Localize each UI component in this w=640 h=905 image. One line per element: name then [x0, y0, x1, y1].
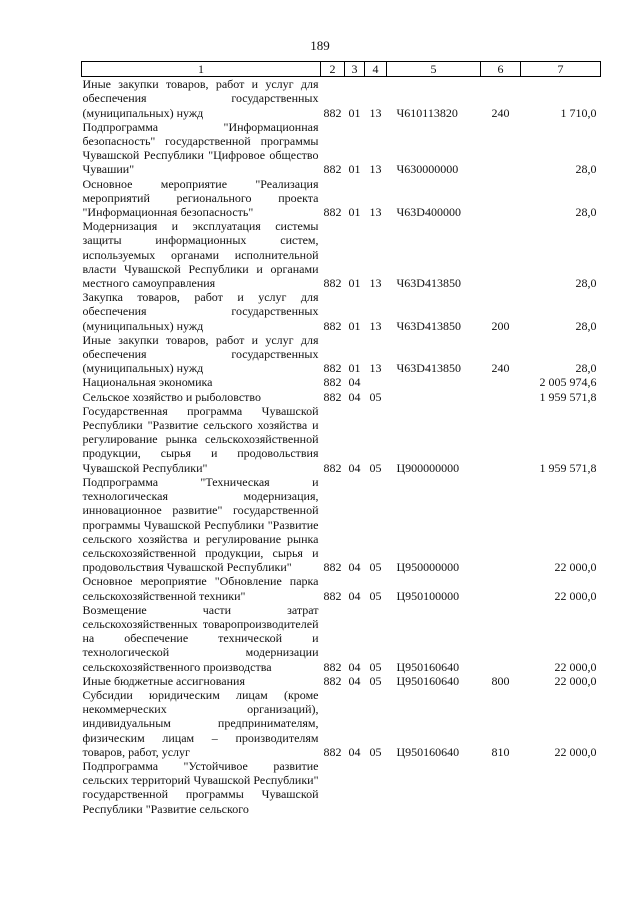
header-cell: 4 — [365, 62, 387, 77]
admin-code — [321, 759, 345, 816]
section-code: 01 — [348, 361, 361, 376]
expense-type-code — [481, 177, 521, 220]
expense-type-code: 200 — [491, 318, 510, 333]
admin-code: 882 — [323, 375, 342, 390]
target-article-code: Ч630000000 — [396, 162, 459, 177]
row-name: Модернизация и эксплуатация системы защиты информационных систем, используемых органами исполнительной власти Чувашской Республики и органами местного самоуправления — [82, 219, 319, 291]
amount: 28,0 — [575, 318, 597, 333]
table-row — [82, 120, 601, 177]
table-row — [82, 219, 601, 290]
amount — [521, 759, 601, 816]
table-row — [82, 290, 601, 333]
admin-code: 882 — [323, 744, 342, 759]
table-row — [82, 574, 601, 602]
subsection-code: 05 — [369, 744, 382, 759]
subsection-code: 13 — [369, 105, 382, 120]
target-article-code — [387, 390, 481, 404]
header-cell: 6 — [481, 62, 521, 77]
table-row — [82, 688, 601, 759]
section-code — [345, 759, 365, 816]
subsection-code: 13 — [369, 276, 382, 291]
amount: 28,0 — [575, 276, 597, 291]
amount: 28,0 — [575, 205, 597, 220]
admin-code: 882 — [323, 318, 342, 333]
header-cell: 1 — [82, 62, 321, 77]
subsection-code: 05 — [369, 659, 382, 674]
table-row — [82, 603, 601, 674]
target-article-code — [387, 375, 481, 389]
expense-type-code — [481, 404, 521, 475]
amount: 22 000,0 — [554, 673, 597, 688]
section-code: 04 — [348, 460, 361, 475]
section-code: 04 — [348, 375, 361, 390]
amount: 1 710,0 — [560, 105, 597, 120]
expense-type-code: 240 — [491, 361, 510, 376]
amount: 28,0 — [575, 162, 597, 177]
section-code: 04 — [348, 673, 361, 688]
header-row — [82, 62, 601, 77]
section-code: 04 — [348, 560, 361, 575]
expense-type-code: 240 — [491, 105, 510, 120]
table-row — [82, 375, 601, 389]
section-code: 01 — [348, 105, 361, 120]
header-cell: 2 — [321, 62, 345, 77]
row-name: Национальная экономика — [82, 375, 213, 390]
target-article-code: Ч63D413850 — [396, 361, 461, 376]
subsection-code: 13 — [369, 361, 382, 376]
amount: 22 000,0 — [554, 588, 597, 603]
table-row — [82, 390, 601, 404]
expense-type-code — [481, 603, 521, 674]
row-name: Подпрограмма "Информационная безопасность" государственной программы Чувашской Республики "Цифровое общество Чувашии" — [82, 119, 319, 177]
admin-code: 882 — [323, 389, 342, 404]
expense-type-code — [481, 759, 521, 816]
admin-code: 882 — [323, 105, 342, 120]
row-name: Основное мероприятие "Реализация мероприятий регионального проекта "Информационная безопасность" — [82, 176, 319, 220]
row-name: Основное мероприятие "Обновление парка сельскохозяйственной техники" — [82, 574, 319, 603]
section-code: 04 — [348, 389, 361, 404]
section-code: 01 — [348, 276, 361, 291]
target-article-code: Ч63D413850 — [396, 276, 461, 291]
budget-table — [81, 61, 601, 816]
subsection-code: 05 — [369, 460, 382, 475]
subsection-code: 05 — [369, 673, 382, 688]
table-row — [82, 759, 601, 816]
expense-type-code — [481, 375, 521, 389]
expense-type-code — [481, 475, 521, 574]
row-name: Иные бюджетные ассигнования — [82, 673, 245, 688]
header-cell: 3 — [345, 62, 365, 77]
section-code: 04 — [348, 744, 361, 759]
target-article-code: Ч63D400000 — [396, 205, 461, 220]
admin-code: 882 — [323, 673, 342, 688]
admin-code: 882 — [323, 588, 342, 603]
target-article-code: Ч63D413850 — [396, 318, 461, 333]
subsection-code — [365, 759, 387, 816]
expense-type-code: 800 — [491, 673, 510, 688]
row-name: Сельское хозяйство и рыболовство — [82, 389, 262, 404]
target-article-code: Ц900000000 — [396, 460, 460, 475]
row-name: Подпрограмма "Устойчивое развитие сельских территорий Чувашской Республики" государственной программы Чувашской Республики "Развитие сельского — [82, 758, 319, 816]
amount: 2 005 974,6 — [539, 375, 597, 390]
amount: 28,0 — [575, 361, 597, 376]
admin-code: 882 — [323, 460, 342, 475]
table-row — [82, 177, 601, 220]
row-name: Иные закупки товаров, работ и услуг для обеспечения государственных (муниципальных) нужд — [82, 77, 319, 120]
row-name: Государственная программа Чувашской Республики "Развитие сельского хозяйства и регулирование рынка сельскохозяйственной продукции, сырья и продовольствия Чувашской Республики" — [82, 403, 319, 475]
admin-code: 882 — [323, 162, 342, 177]
amount: 22 000,0 — [554, 659, 597, 674]
table-row — [82, 404, 601, 475]
table-row — [82, 77, 601, 120]
target-article-code — [387, 759, 481, 816]
admin-code: 882 — [323, 205, 342, 220]
amount: 22 000,0 — [554, 560, 597, 575]
expense-type-code: 810 — [491, 744, 510, 759]
admin-code: 882 — [323, 361, 342, 376]
amount: 1 959 571,8 — [539, 460, 597, 475]
subsection-code: 05 — [369, 588, 382, 603]
row-name: Субсидии юридическим лицам (кроме некоммерческих организаций), индивидуальным предпринимателям, физическим лицам – производителям товаров, работ, услуг — [82, 687, 319, 759]
admin-code: 882 — [323, 560, 342, 575]
target-article-code: Ц950100000 — [396, 588, 460, 603]
amount: 22 000,0 — [554, 744, 597, 759]
target-article-code: Ц950160640 — [396, 659, 460, 674]
section-code: 01 — [348, 162, 361, 177]
section-code: 01 — [348, 318, 361, 333]
target-article-code: Ц950000000 — [396, 560, 460, 575]
subsection-code: 05 — [369, 560, 382, 575]
amount: 1 959 571,8 — [539, 389, 597, 404]
subsection-code: 13 — [369, 318, 382, 333]
table-row — [82, 475, 601, 574]
table-row — [82, 674, 601, 688]
row-name: Иные закупки товаров, работ и услуг для обеспечения государственных (муниципальных) нужд — [82, 332, 319, 376]
section-code: 04 — [348, 659, 361, 674]
target-article-code: Ц950160640 — [396, 744, 460, 759]
target-article-code: Ц950160640 — [396, 673, 460, 688]
subsection-code: 13 — [369, 162, 382, 177]
subsection-code — [365, 375, 387, 389]
section-code: 01 — [348, 205, 361, 220]
table-row — [82, 333, 601, 376]
expense-type-code — [481, 120, 521, 177]
header-cell: 7 — [521, 62, 601, 77]
expense-type-code — [481, 574, 521, 602]
subsection-code: 13 — [369, 205, 382, 220]
admin-code: 882 — [323, 276, 342, 291]
row-name: Закупка товаров, работ и услуг для обеспечения государственных (муниципальных) нужд — [82, 290, 319, 333]
row-name: Возмещение части затрат сельскохозяйственных товаропроизводителей на обеспечение технической и технологической модернизации сельскохозяйственного производства — [82, 602, 319, 674]
admin-code: 882 — [323, 659, 342, 674]
expense-type-code — [481, 219, 521, 290]
page-number: 189 — [310, 38, 330, 53]
target-article-code: Ч610113820 — [396, 105, 458, 120]
header-cell: 5 — [387, 62, 481, 77]
row-name: Подпрограмма "Техническая и технологическая модернизация, инновационное развитие" государственной программы Чувашской Республики "Развитие сельского хозяйства и регулирование рынка сельскохозяйственной продукции, сырья и продовольствия Чувашской Республики" — [82, 474, 319, 575]
section-code: 04 — [348, 588, 361, 603]
subsection-code: 05 — [369, 389, 382, 404]
expense-type-code — [481, 390, 521, 404]
